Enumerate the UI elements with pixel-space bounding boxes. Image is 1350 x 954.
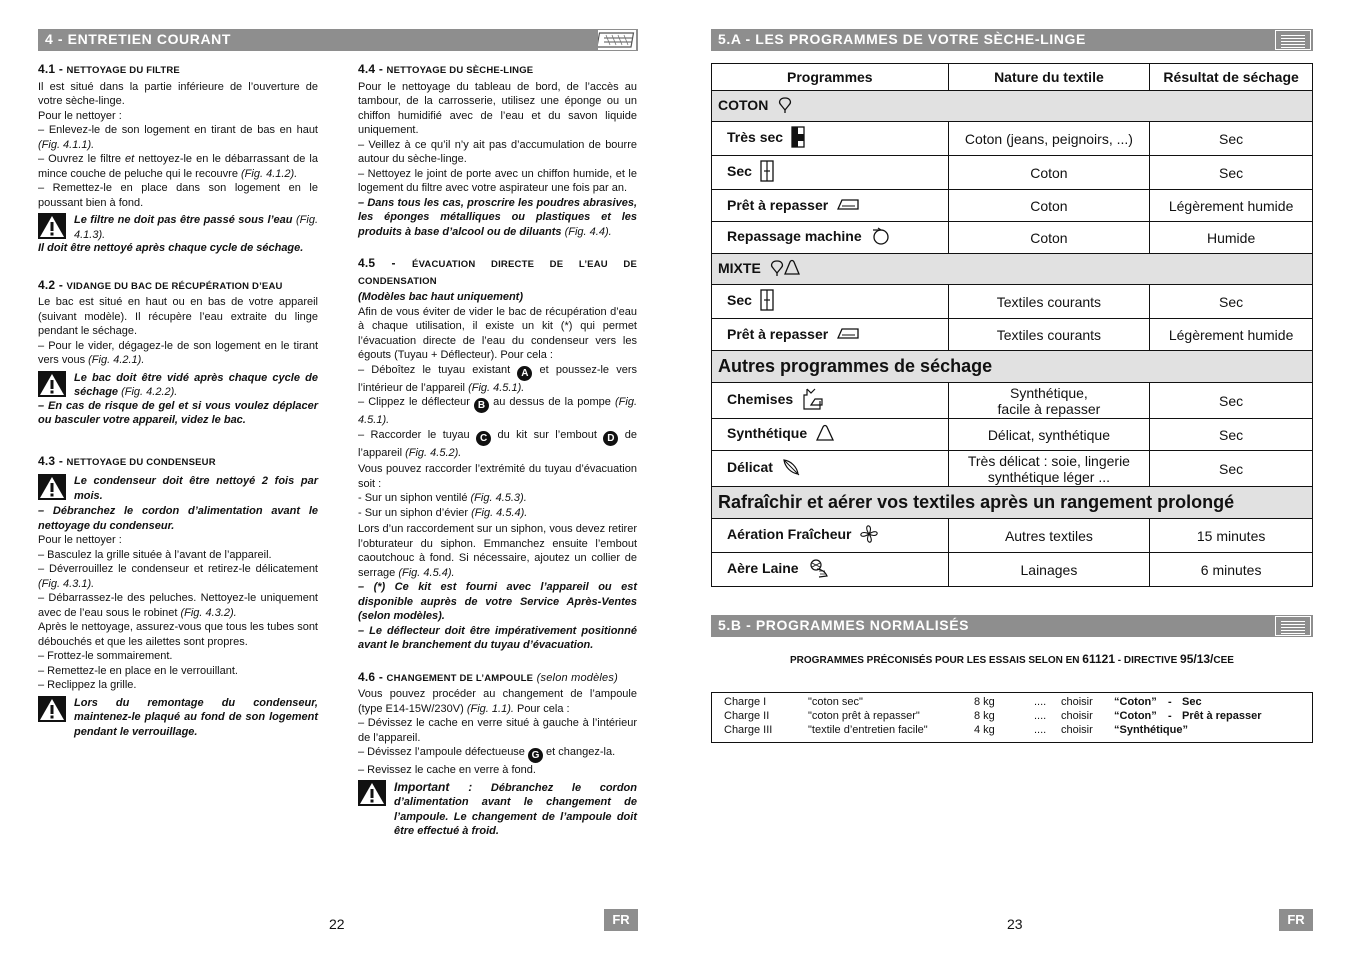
warning-icon bbox=[38, 213, 66, 239]
column-header: Résultat de séchage bbox=[1150, 64, 1313, 91]
text: – Déboîtez le tuyau existant A et poussez-le vers l’intérieur de l’appareil (Fig. 4.5.1). bbox=[358, 363, 637, 394]
text: Le bac est situé en haut ou en bas de votre appareil (suivant modèle). Il récupère l’eau extraite du linge pendant le séchage. bbox=[38, 296, 318, 337]
text: Vous pouvez raccorder l’extrémité du tuyau d’évacuation soit : bbox=[358, 463, 637, 490]
text: – Pour le vider, dégagez-le de son logement en le tirant vers vous (Fig. 4.2.1). bbox=[38, 339, 318, 366]
warning-icon bbox=[38, 696, 66, 722]
text: – Enlevez-le de son logement en tirant de bas en haut (Fig. 4.1.1). bbox=[38, 124, 318, 151]
section-header-title: 5.A - LES PROGRAMMES DE VOTRE SÈCHE-LINGE bbox=[718, 31, 1086, 47]
table-header-row bbox=[712, 64, 1313, 91]
heading-4-2: 4.2 - VIDANGE DU BAC DE RÉCUPÉRATION D’EAU bbox=[38, 277, 283, 292]
cotton-icon bbox=[776, 96, 794, 117]
text: (Modèles bac haut uniquement) bbox=[358, 291, 524, 303]
section-header-title: 4 - ENTRETIEN COURANT bbox=[45, 31, 232, 47]
table-row: Aère Laine Lainages 6 minutes bbox=[712, 553, 1313, 587]
table-row: Très sec Coton (jeans, peignoirs, ...) Sec bbox=[712, 122, 1313, 156]
programmes-table bbox=[711, 63, 1313, 587]
list-icon bbox=[1275, 30, 1311, 50]
warning-block: Le condenseur doit être nettoyé 2 fois par mois. bbox=[38, 474, 318, 504]
dryer-icon bbox=[598, 30, 636, 50]
callout-c: C bbox=[476, 431, 491, 446]
text: – Frottez-le sommairement. bbox=[38, 650, 173, 662]
page-number: 23 bbox=[1007, 916, 1023, 932]
table-row: Sec Coton Sec bbox=[712, 156, 1313, 190]
iron-icon bbox=[836, 326, 860, 343]
table-row: Prêt à repasser Textiles courants Légèrement humide bbox=[712, 319, 1313, 351]
heading-4-6: 4.6 - CHANGEMENT DE L’AMPOULE (selon modèles) bbox=[358, 669, 618, 684]
callout-b: B bbox=[474, 398, 489, 413]
table-row: Chemises Synthétique, facile à repasser Sec bbox=[712, 383, 1313, 419]
text: Pour le nettoyer : bbox=[38, 534, 122, 546]
column-header: Programmes bbox=[712, 64, 949, 91]
column-header: Nature du textile bbox=[948, 64, 1150, 91]
text: – Revissez le cache en verre à fond. bbox=[358, 764, 536, 776]
text: Pour le nettoyer : bbox=[38, 109, 122, 122]
warning-block: Le bac doit être vidé après chaque cycle de séchage (Fig. 4.2.2). bbox=[38, 371, 318, 401]
warning-icon bbox=[358, 780, 386, 806]
table-row: Sec Textiles courants Sec bbox=[712, 285, 1313, 319]
left-page bbox=[38, 0, 638, 954]
table-row: Synthétique Délicat, synthétique Sec bbox=[712, 419, 1313, 451]
fan-icon bbox=[859, 524, 879, 547]
warning-text: – Débranchez le cordon d’alimentation avant le nettoyage du condenseur. bbox=[38, 505, 318, 532]
section-header-title: 5.B - PROGRAMMES NORMALISÉS bbox=[718, 617, 970, 633]
warning-block: Important : Débranchez le cordon d’alimentation avant le changement de l’ampoule. Le changement de l’ampoule doit être effectué à froid. bbox=[358, 780, 637, 839]
table-row: Charge III "textile d’entretien facile" 4 kg .... choisir “Synthétique” bbox=[724, 724, 1188, 736]
table-row: Repassage machine Coton Humide bbox=[712, 222, 1313, 254]
text: – Débarrassez-le des peluches. Nettoyez-le uniquement avec de l’eau sous le robinet (Fig. 4.3.2). bbox=[38, 592, 318, 619]
warning-icon bbox=[38, 371, 66, 397]
group-row-rafraichir: Rafraîchir et aérer vos textiles après un rangement prolongé bbox=[712, 487, 1313, 519]
text: - Sur un siphon ventilé (Fig. 4.5.3). bbox=[358, 492, 527, 504]
heading-4-5: 4.5 - ÉVACUATION DIRECTE DE L’EAU DE CONDENSATION bbox=[358, 256, 638, 287]
callout-d: D bbox=[603, 431, 618, 446]
text: Lors d’un raccordement sur un siphon, vous devez retirer l’obturateur du siphon. Emmanchez ensuite l’embout caoutchouc à fond. Si nécessaire, ajoutez un collier de serrage (Fig. 4.5.4). bbox=[358, 523, 637, 579]
group-row-autres: Autres programmes de séchage bbox=[712, 351, 1313, 383]
dry-icon bbox=[760, 160, 774, 185]
warning-text: – En cas de risque de gel et si vous voulez déplacer ou basculer votre appareil, videz le bac. bbox=[38, 399, 318, 426]
warning-icon bbox=[38, 474, 66, 500]
heading-4-4: 4.4 - NETTOYAGE DU SÈCHE-LINGE bbox=[358, 62, 534, 76]
section-header-entretien bbox=[38, 29, 638, 51]
text: – Raccorder le tuyau C du kit sur l’embout D de l’appareil (Fig. 4.5.2). bbox=[358, 428, 637, 459]
norm-table bbox=[711, 692, 1313, 743]
machine-iron-icon bbox=[870, 227, 892, 248]
extra-dry-icon bbox=[791, 126, 805, 151]
text: Pour le nettoyage du tableau de bord, de l’accès au tambour, de la carrosserie, utilisez une éponge ou un chiffon humidifié avec de l’eau et du savon liquide uniquement. bbox=[358, 80, 637, 136]
table-row: Prêt à repasser Coton Légèrement humide bbox=[712, 190, 1313, 222]
warning-block: Lors du remontage du condenseur, maintenez-le plaqué au fond de son logement pendant le verrouillage. bbox=[38, 696, 318, 740]
table-row: Délicat Très délicat : soie, lingerie synthétique léger ... Sec bbox=[712, 451, 1313, 487]
text: Afin de vous éviter de vider le bac de récupération d’eau à chaque utilisation, il existe un kit (*) qui permet l’évacuation directe de l’eau du condenseur vers les égouts (Tuyau + Déflecteur). Pour cela : bbox=[358, 305, 637, 361]
mixed-icon bbox=[769, 259, 801, 280]
norm-title: PROGRAMMES PRÉCONISÉS POUR LES ESSAIS SELON EN 61121 - DIRECTIVE 95/13/CEE bbox=[790, 652, 1234, 666]
iron-icon bbox=[836, 197, 860, 214]
warning-text: – Dans tous les cas, proscrire les poudres abrasives, les éponges métalliques ou plastiques et les produits à base d’alcool ou de diluants (Fig. 4.4). bbox=[358, 196, 637, 238]
table-row: Aération Fraîcheur Autres textiles 15 minutes bbox=[712, 519, 1313, 553]
text: – Ouvrez le filtre et nettoyez-le en le débarrassant de la mince couche de peluche qui le recouvre (Fig. 4.1.2). bbox=[38, 153, 318, 180]
text: Vous pouvez procéder au changement de l’ampoule (type E14-15W/230V) (Fig. 1.1). Pour cela : bbox=[358, 688, 637, 715]
text: – Basculez la grille située à l’avant de l’appareil. bbox=[38, 548, 272, 561]
group-row-coton: COTON bbox=[712, 91, 1313, 122]
right-page bbox=[711, 0, 1313, 954]
text: – Nettoyez le joint de porte avec un chiffon humide, et le logement du filtre avec votre aspirateur une fois par an. bbox=[358, 167, 637, 194]
dry-icon bbox=[760, 289, 774, 314]
callout-g: G bbox=[528, 748, 543, 763]
table-row: Charge I "coton sec" 8 kg .... choisir “Coton” - Sec bbox=[724, 696, 1202, 708]
warning-text: – Le déflecteur doit être impérativement positionné avant le branchement du tuyau d’évacuation. bbox=[358, 624, 637, 651]
feather-icon bbox=[781, 457, 801, 480]
text: – Veillez à ce qu’il n’y ait pas d’accumulation de bourre autour du sèche-linge. bbox=[358, 138, 637, 165]
warning-text: – (*) Ce kit est fourni avec l’appareil ou est disponible auprès de votre Service Après-Ventes (selon modèles). bbox=[358, 581, 637, 622]
synthetic-icon bbox=[815, 424, 835, 445]
text: – Reclippez la grille. bbox=[38, 679, 137, 691]
left-column-b bbox=[358, 62, 637, 839]
language-badge: FR bbox=[604, 909, 638, 931]
text: – Remettez-le en place dans son logement en le poussant bien à fond. bbox=[38, 182, 318, 209]
table-row: Charge II "coton prêt à repasser" 8 kg .... choisir “Coton” - Prêt à repasser bbox=[724, 710, 1262, 722]
text: – Clippez le déflecteur B au dessus de la pompe (Fig. 4.5.1). bbox=[358, 396, 637, 426]
wool-icon bbox=[807, 557, 829, 582]
text: – Dévissez l’ampoule défectueuse G et changez-la. bbox=[358, 746, 616, 761]
warning-text: Il doit être nettoyé après chaque cycle de séchage. bbox=[38, 242, 304, 254]
text: Il est situé dans la partie inférieure de l’ouverture de votre sèche-linge. bbox=[38, 80, 318, 107]
left-column-a bbox=[38, 62, 318, 739]
text: – Remettez-le en place en le verrouillant. bbox=[38, 664, 238, 677]
language-badge: FR bbox=[1279, 909, 1313, 931]
heading-4-3: 4.3 - NETTOYAGE DU CONDENSEUR bbox=[38, 453, 216, 468]
text: - Sur un siphon d’évier (Fig. 4.5.4). bbox=[358, 506, 528, 519]
text: – Déverrouillez le condenseur et retirez-le délicatement (Fig. 4.3.1). bbox=[38, 563, 318, 590]
section-header-normalises bbox=[711, 615, 1313, 637]
text: – Dévissez le cache en verre situé à gauche à l’intérieur de l’appareil. bbox=[358, 717, 637, 744]
list-icon bbox=[1275, 616, 1311, 636]
heading-4-1: 4.1 - NETTOYAGE DU FILTRE bbox=[38, 62, 180, 76]
callout-a: A bbox=[517, 366, 532, 381]
warning-block: Le filtre ne doit pas être passé sous l’eau (Fig. 4.1.3). bbox=[38, 213, 318, 243]
text: Après le nettoyage, assurez-vous que tous les tubes sont débouchés et que les ailettes sont propres. bbox=[38, 621, 318, 648]
section-header-programmes bbox=[711, 29, 1313, 51]
group-row-mixte: MIXTE bbox=[712, 254, 1313, 285]
shirt-icon bbox=[801, 387, 823, 414]
page-number: 22 bbox=[329, 916, 345, 932]
